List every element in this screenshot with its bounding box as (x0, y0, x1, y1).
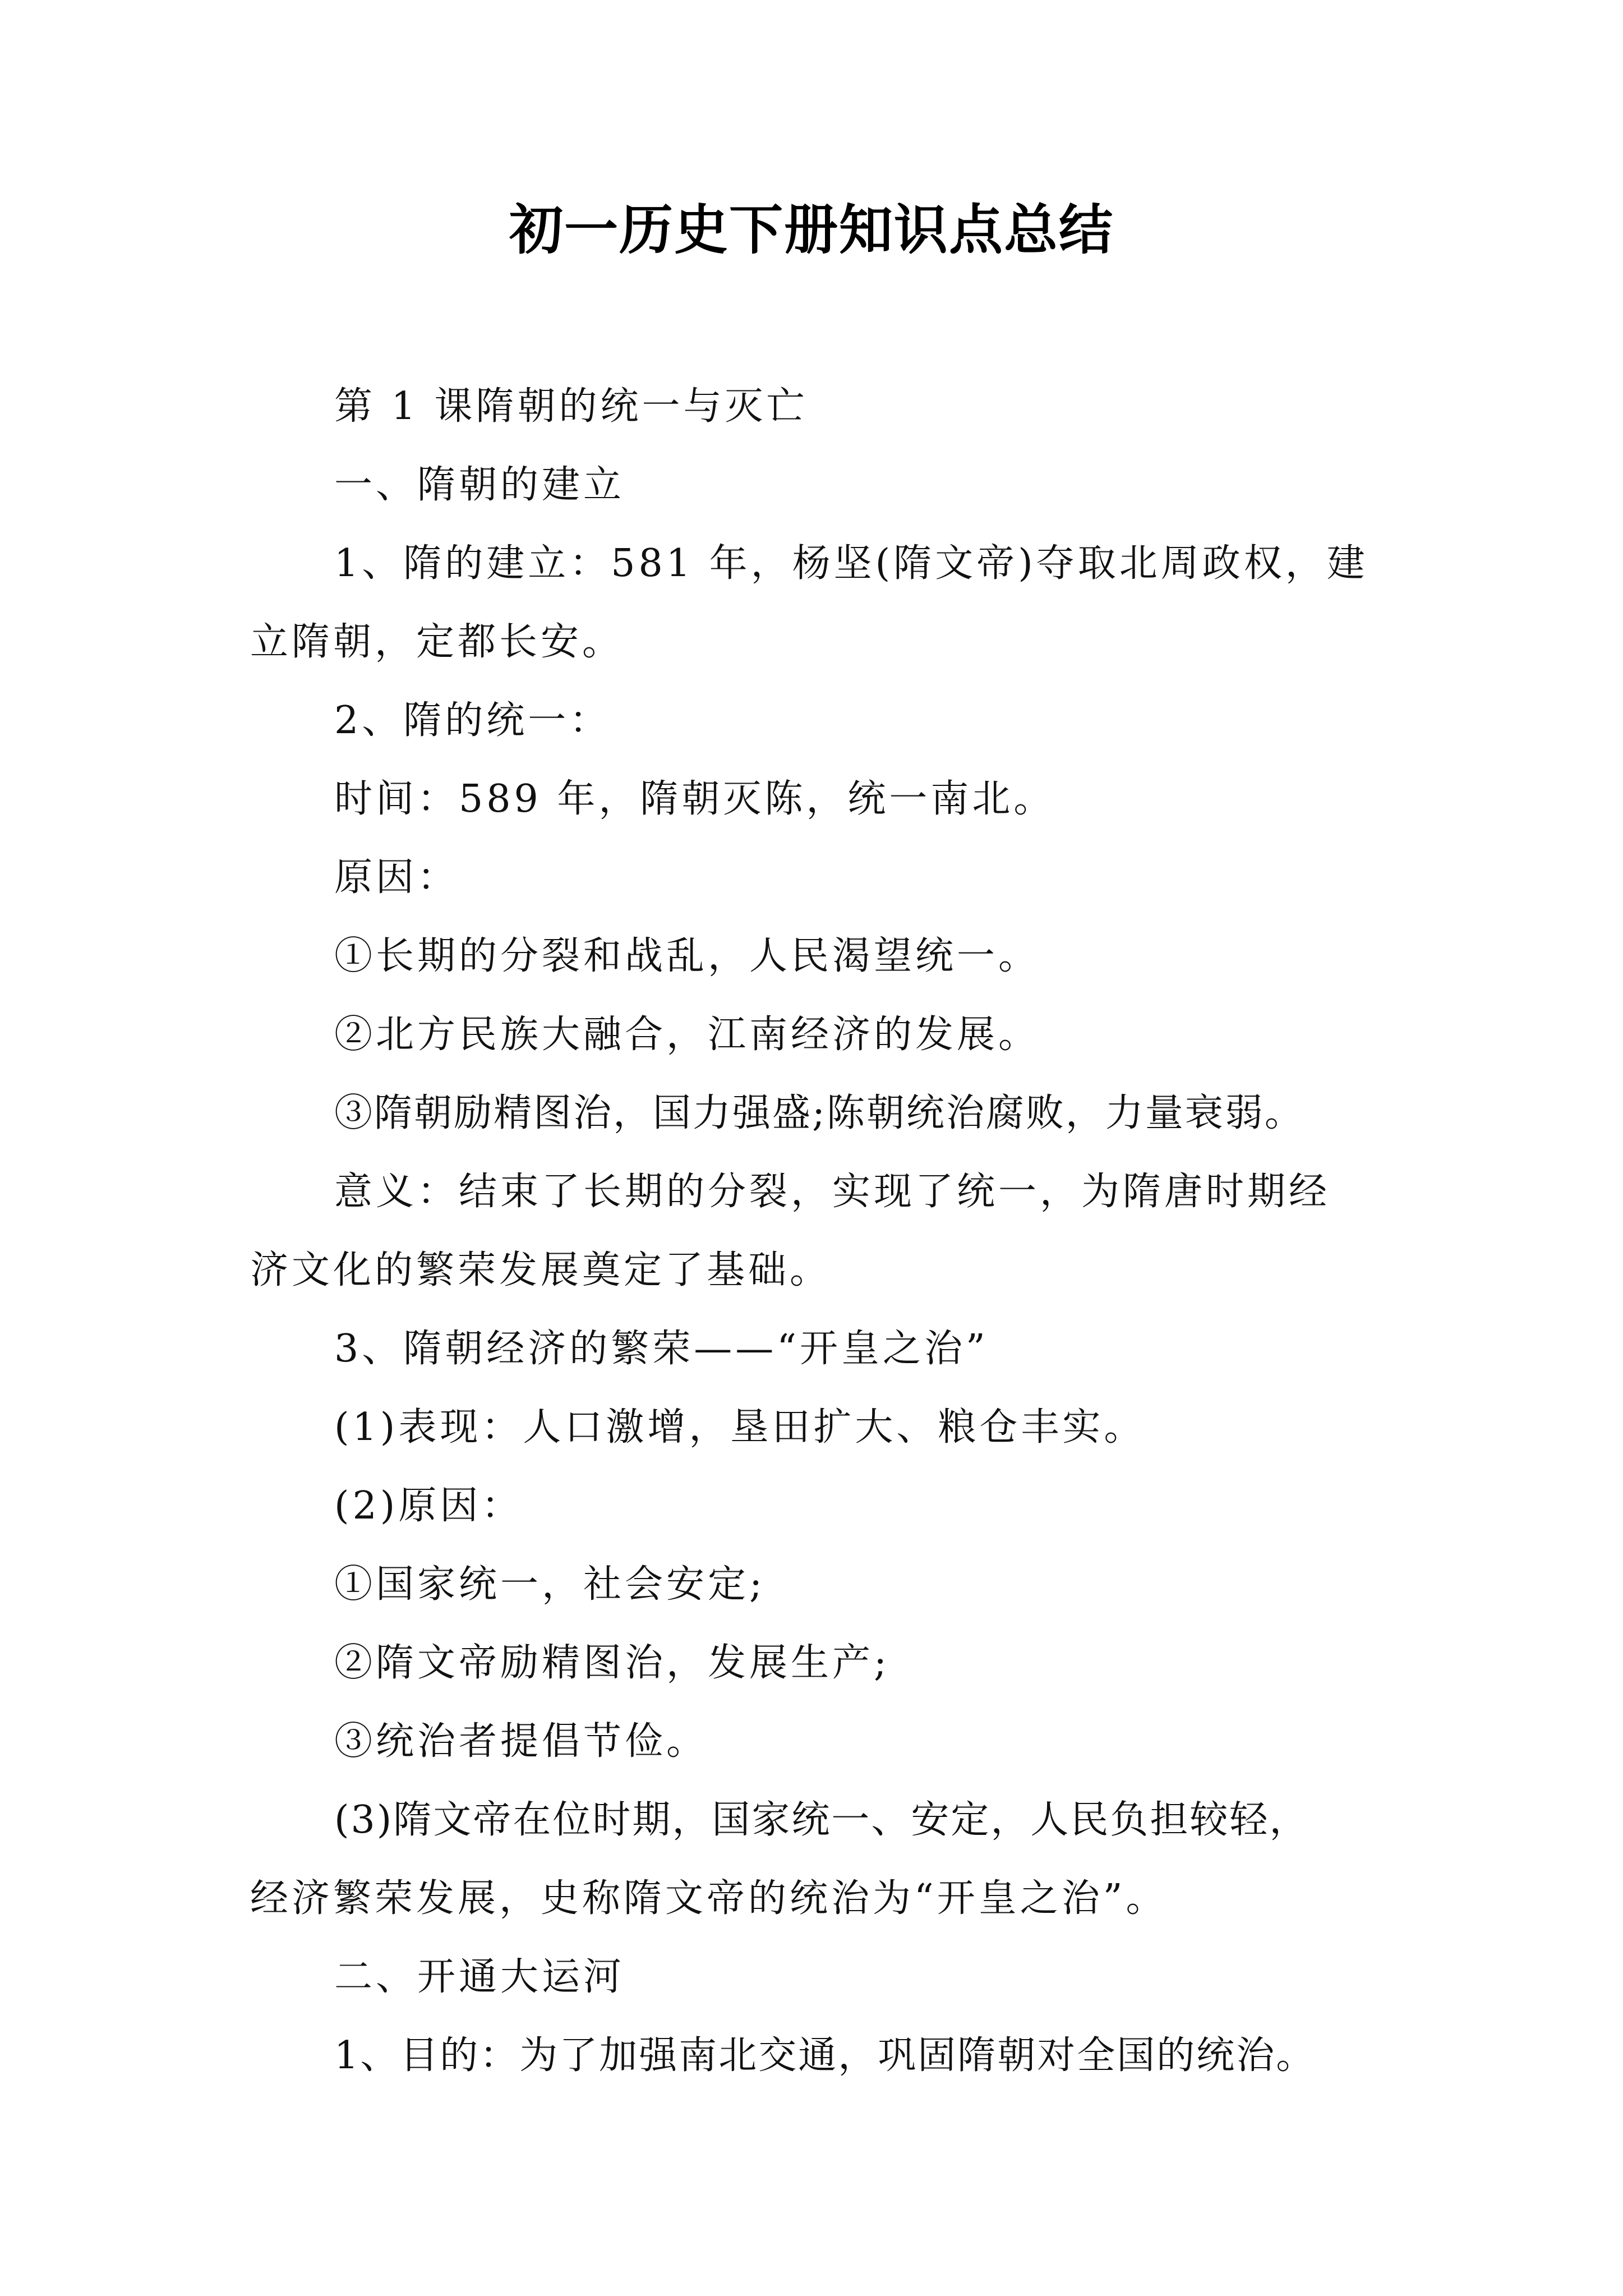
text-line: 一、隋朝的建立 (334, 463, 625, 507)
text-line: ③隋朝励精图治，国力强盛;陈朝统治腐败，力量衰弱。 (334, 1091, 1304, 1135)
text-line: 二、开通大运河 (334, 1955, 625, 1999)
document-body (250, 367, 1417, 2095)
text-line: ①长期的分裂和战乱，人民渴望统一。 (334, 934, 1040, 978)
text-line: 第 1 课隋朝的统一与灭亡 (334, 384, 808, 429)
text-line: 原因： (334, 855, 459, 900)
text-line: 1、隋的建立：581 年，杨坚(隋文帝)夺取北周政权，建 (334, 541, 1368, 586)
text-line: ①国家统一，社会安定; (334, 1562, 766, 1607)
text-line: 立隋朝，定都长安。 (250, 620, 624, 664)
text-line: 1、目的：为了加强南北交通，巩固隋朝对全国的统治。 (334, 2033, 1316, 2078)
text-line: (2)原因： (334, 1484, 523, 1528)
text-line: ②北方民族大融合，江南经济的发展。 (334, 1013, 1040, 1057)
text-line: 3、隋朝经济的繁荣——“开皇之治” (334, 1327, 989, 1371)
text-line: 2、隋的统一： (334, 698, 611, 743)
text-line: ③统治者提倡节俭。 (334, 1719, 708, 1764)
text-line: 时间：589 年，隋朝灭陈，统一南北。 (334, 777, 1055, 821)
document-title: 初一历史下册知识点总结 (509, 199, 1114, 261)
text-line: (1)表现：人口激增，垦田扩大、粮仓丰实。 (334, 1405, 1146, 1450)
text-line: 意义：结束了长期的分裂，实现了统一，为隋唐时期经 (334, 1170, 1331, 1214)
text-line: 经济繁荣发展，史称隋文帝的统治为“开皇之治”。 (250, 1876, 1168, 1921)
text-line: 济文化的繁荣发展奠定了基础。 (250, 1248, 832, 1292)
text-line: (3)隋文帝在位时期，国家统一、安定，人民负担较轻， (334, 1798, 1310, 1842)
text-line: ②隋文帝励精图治，发展生产; (334, 1641, 890, 1685)
